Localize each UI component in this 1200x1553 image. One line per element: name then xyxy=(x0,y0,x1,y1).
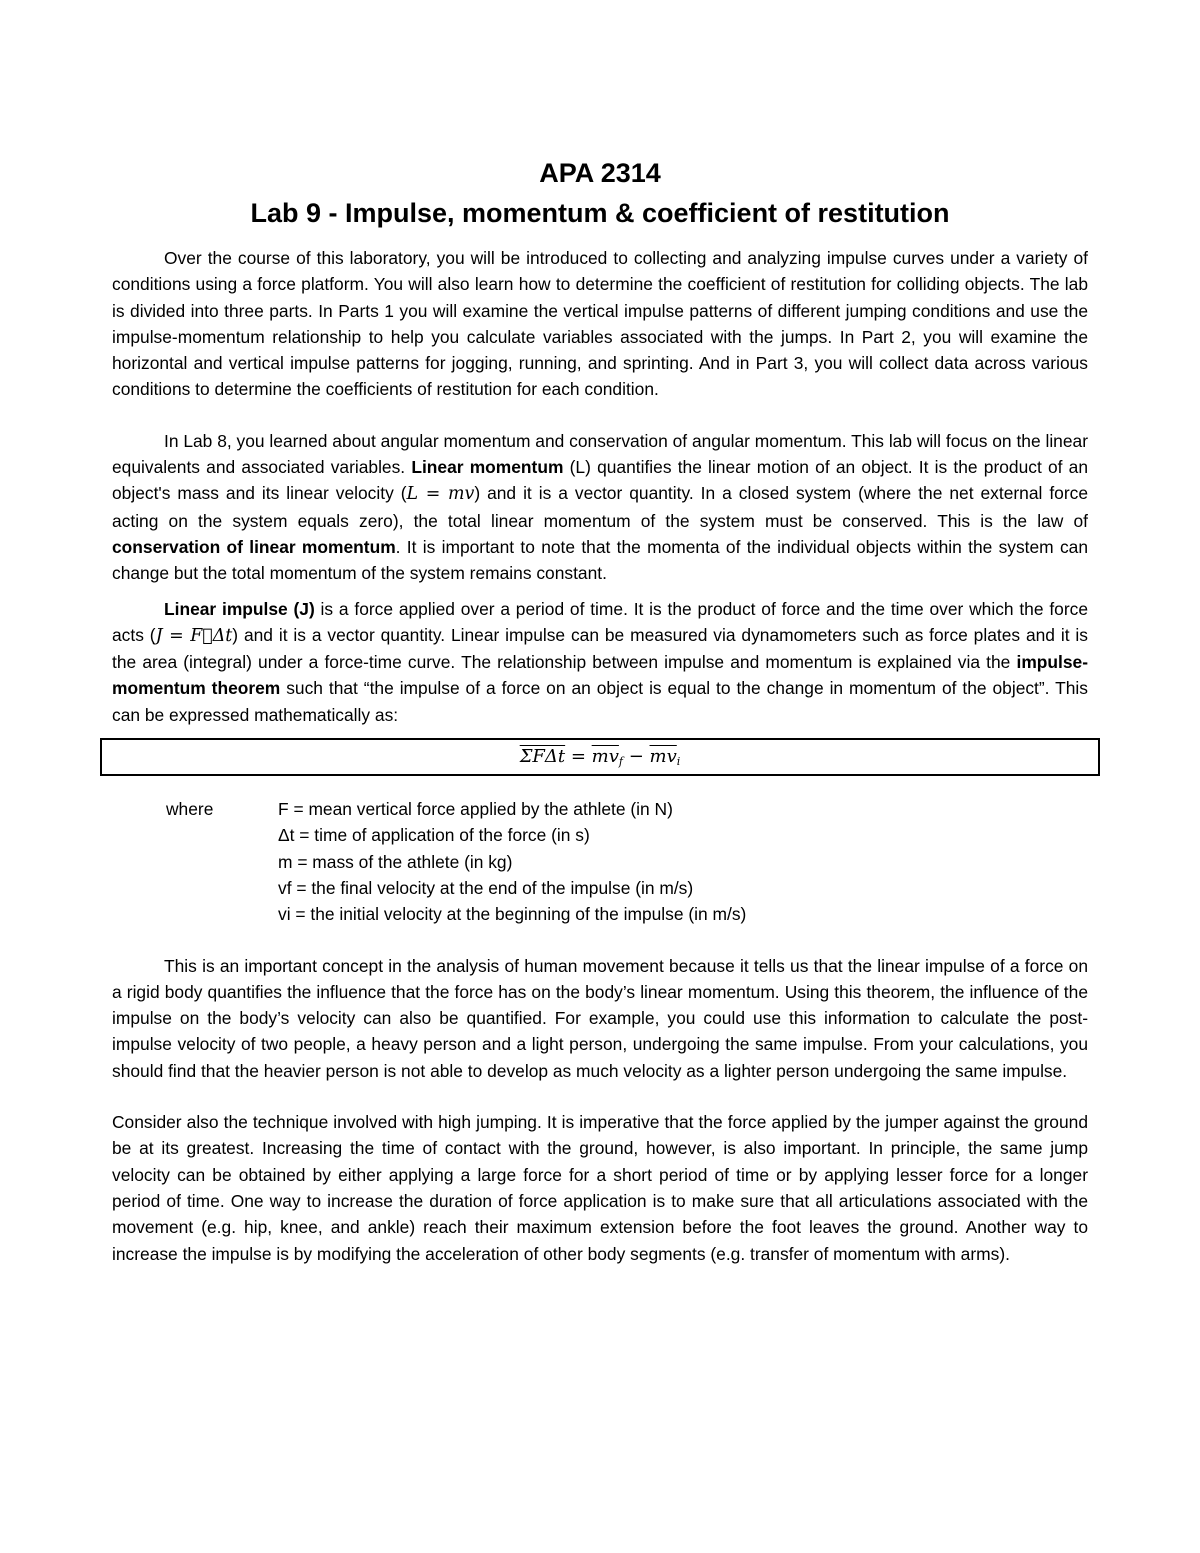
term-impulse-momentum-theorem: impulse-momentum theorem xyxy=(112,652,1088,699)
definition-item: m = mass of the athlete (in kg) xyxy=(278,851,513,872)
definition-item: F = mean vertical force applied by the athlete (in N) xyxy=(278,799,673,820)
equation-box xyxy=(100,738,1100,776)
definition-item: vi = the initial velocity at the beginning of the impulse (in m/s) xyxy=(278,904,747,925)
lab-title: Lab 9 - Impulse, momentum & coefficient of restitution xyxy=(250,198,950,228)
term-conservation: conservation of linear momentum xyxy=(112,536,396,557)
where-label: where xyxy=(166,799,214,820)
definition-item: vf = the final velocity at the end of the impulse (in m/s) xyxy=(278,877,694,898)
term-linear-impulse: Linear impulse (J) xyxy=(164,598,315,619)
variable-definitions xyxy=(112,796,1088,927)
definition-item: Δt = time of application of the force (in s) xyxy=(278,825,590,846)
momentum-paragraph: In Lab 8, you learned about angular momentum and conservation of angular momentum. This lab will focus on the linear equivalents and associated variables. Linear momentum (L) quantifies the linear motion of an object. It is the product of an object's mass and its linear velocity (L = mv) and it is a vector quantity. In a closed system (where the net external force acting on the system equals zero), the total linear momentum of the system must be conserved. This is the law of conservation of linear momentum. It is important to note that the momenta of the individual objects within the system can change but the total momentum of the system remains constant. xyxy=(112,430,1088,584)
formula-impulse: J = F⃗Δt xyxy=(155,625,233,646)
formula-momentum: L = mv xyxy=(406,484,475,505)
application-paragraph: This is an important concept in the analysis of human movement because it tells us that the linear impulse of a force on a rigid body quantifies the influence that the force has on the body’s linear momentum. Using this theorem, the influence of the impulse on the body’s velocity can also be quantified. For example, you could use this information to calculate the post-impulse velocity of two people, a heavy person and a light person, undergoing the same impulse. From your calculations, you should find that the heavier person is not able to develop as much velocity as a lighter person undergoing the same impulse. xyxy=(112,955,1088,1081)
impulse-paragraph: Linear impulse (J) is a force applied over a period of time. It is the product of force and the time over which the force acts (J = F⃗Δt) and it is a vector quantity. Linear impulse can be measured via dynamometers such as force plates and it is the area (integral) under a force-time curve. The relationship between impulse and momentum is explained via the impulse-momentum theorem such that “the impulse of a force on an object is equal to the change in momentum of the object”. This can be expressed mathematically as: xyxy=(112,598,1088,725)
high-jump-paragraph: Consider also the technique involved with high jumping. It is imperative that the force applied by the jumper against the ground be at its greatest. Increasing the time of contact with the ground, however, is also important. In principle, the same jump velocity can be obtained by either applying a large force for a short period of time or by applying lesser force for a longer period of time. One way to increase the duration of force application is to make sure that all articulations associated with the movement (e.g. hip, knee, and ankle) reach their maximum extension before the foot leaves the ground. Another way to increase the impulse is by modifying the acceleration of other body segments (e.g. transfer of momentum with arms). xyxy=(112,1112,1088,1264)
intro-paragraph: Over the course of this laboratory, you will be introduced to collecting and analyzing impulse curves under a variety of conditions using a force platform. You will also learn how to determine the coefficient of restitution for colliding objects. The lab is divided into three parts. In Parts 1 you will examine the vertical impulse patterns of different jumping conditions and use the impulse-momentum relationship to help you calculate variables associated with the jumps. In Part 2, you will examine the horizontal and vertical impulse patterns for jogging, running, and sprinting. And in Part 3, you will collect data across various conditions to determine the coefficients of restitution for each condition. xyxy=(112,248,1088,400)
course-code: APA 2314 xyxy=(539,158,661,188)
document-page xyxy=(112,150,1088,1267)
term-linear-momentum: Linear momentum xyxy=(411,457,564,478)
equation: $\Sigma F\Delta t = \overline{mv}f - \overline{mv}i$ xyxy=(519,746,681,769)
